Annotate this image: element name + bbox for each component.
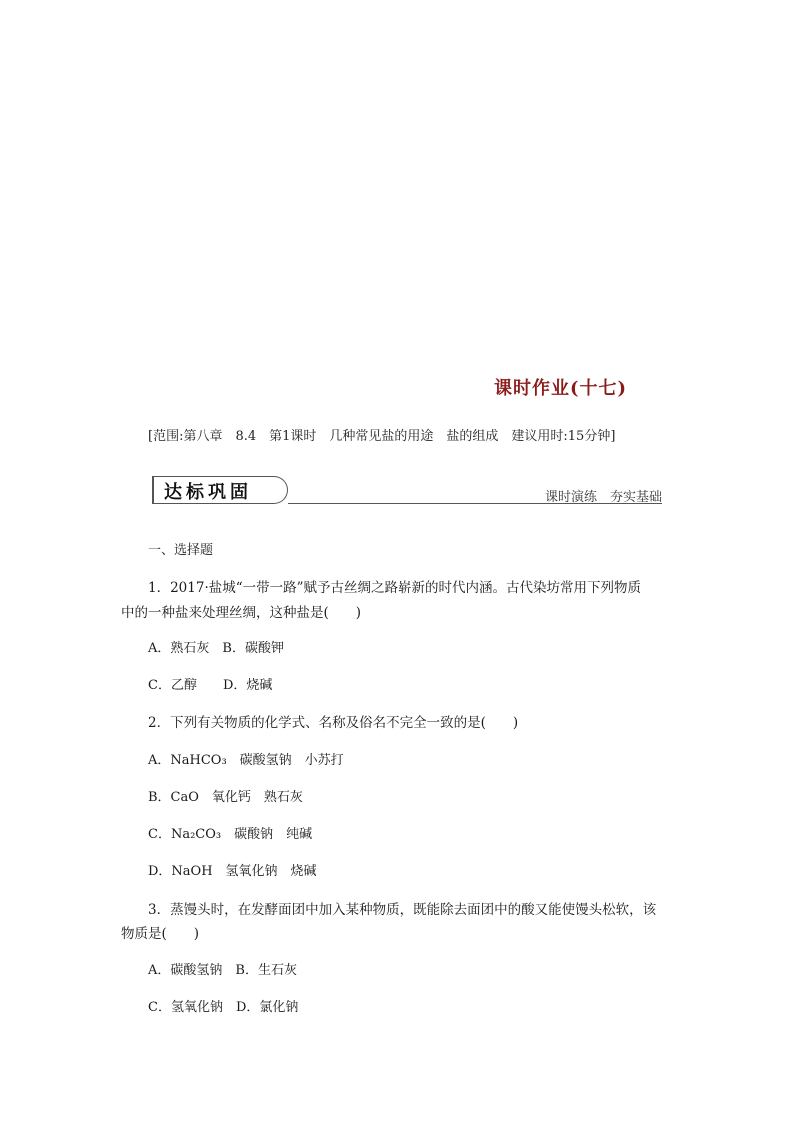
scope-note: [范围:第八章 8.4 第1课时 几种常见盐的用途 盐的组成 建议用时:15分钟]	[148, 429, 616, 444]
question-2-option-c: C．Na₂CO₃ 碳酸钠 纯碱	[148, 827, 313, 842]
question-2-option-a: A．NaHCO₃ 碳酸氢钠 小苏打	[148, 753, 344, 768]
question-3-line-2: 物质是( )	[121, 926, 200, 942]
question-2-option-b: B．CaO 氧化钙 熟石灰	[148, 790, 303, 805]
question-1-line-1: 1．2017·盐城“一带一路”赋予古丝绸之路崭新的时代内涵。古代染坊常用下列物质	[148, 580, 642, 596]
question-1-line-2: 中的一种盐来处理丝绸，这种盐是( )	[121, 605, 362, 621]
section-heading: 一、选择题	[148, 543, 214, 558]
question-2-line-1: 2．下列有关物质的化学式、名称及俗名不完全一致的是( )	[148, 715, 519, 731]
banner-title: 达标巩固	[164, 482, 252, 503]
page-title: 课时作业(十七)	[494, 378, 628, 399]
question-3-option-cd: C．氢氧化钠 D．氯化钠	[148, 1000, 299, 1015]
section-banner	[150, 476, 662, 510]
question-1-option-ab: A．熟石灰 B．碳酸钾	[148, 641, 284, 656]
question-1-option-cd: C．乙醇 D．烧碱	[148, 678, 273, 693]
question-2-option-d: D．NaOH 氢氧化钠 烧碱	[148, 864, 317, 879]
question-3-line-1: 3．蒸馒头时，在发酵面团中加入某种物质，既能除去面团中的酸又能使馒头松软，该	[148, 902, 657, 918]
banner-subtitle: 课时演练 夯实基础	[544, 490, 662, 505]
question-3-option-ab: A．碳酸氢钠 B．生石灰	[148, 963, 297, 978]
